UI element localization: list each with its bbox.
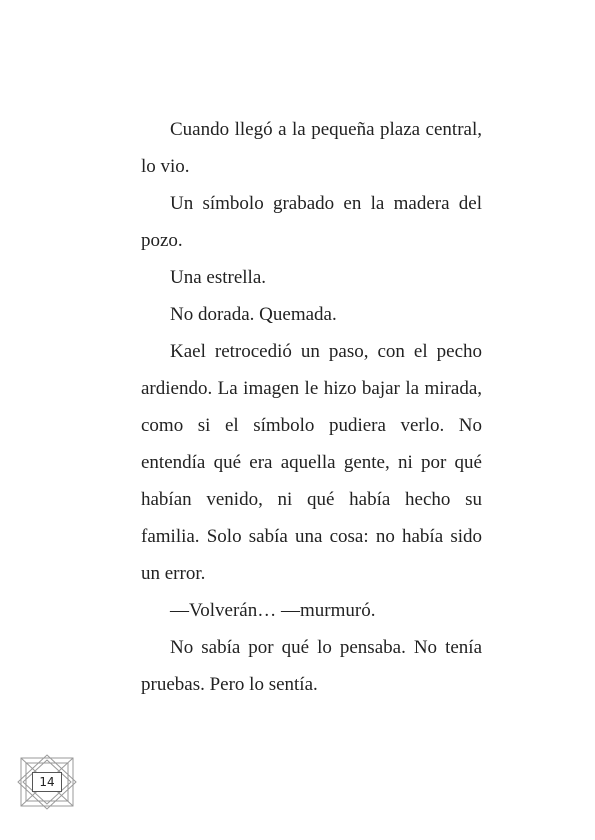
paragraph-7: No sabía por qué lo pensaba. No tenía pruebas. Pero lo sentía.	[141, 637, 482, 695]
paragraph-5: Kael retrocedió un paso, con el pecho ardiendo. La imagen le hizo bajar la mirada, como si el símbolo pudiera verlo. No entendía qué era aquella gente, ni por qué habían venido, ni qué había hecho su familia. Solo sabía una cosa: no había sido un error.	[141, 341, 482, 584]
paragraph-1: Cuando llegó a la pequeña plaza central, lo vio.	[141, 119, 482, 177]
body-text	[141, 111, 482, 703]
page-number: 14	[32, 772, 62, 792]
paragraph-3: Una estrella.	[170, 267, 267, 288]
paragraph-2: Un símbolo grabado en la madera del pozo.	[141, 193, 482, 251]
paragraph-6: —Volverán… —murmuró.	[170, 600, 376, 621]
paragraph-4: No dorada. Quemada.	[170, 304, 337, 325]
